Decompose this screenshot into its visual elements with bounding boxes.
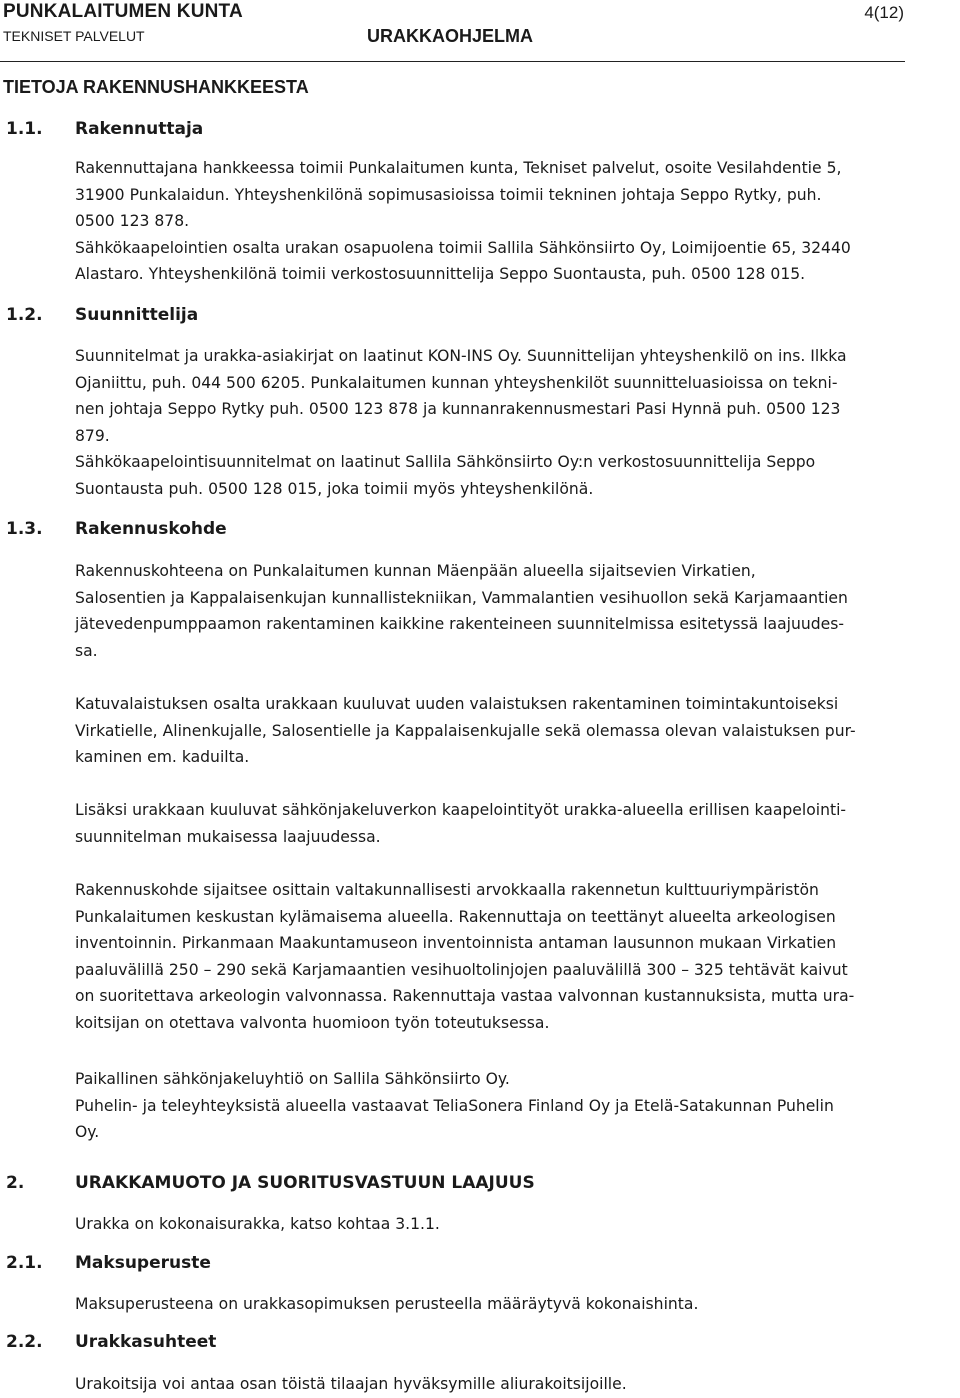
text-line: Suunnitelmat ja urakka-asiakirjat on laatinut KON-INS Oy. Suunnittelijan yhteyshenkilö on ins. Ilkka [75,347,847,365]
text-line: sa. [75,641,98,660]
text-line: Rakennuskohteena on Punkalaitumen kunnan Mäenpään alueella sijaitsevien Virkatien, [75,562,756,580]
text-line: kaminen em. kaduilta. [75,748,250,767]
paragraph-1-3-c [75,797,955,850]
text-line: Sähkökaapelointisuunnitelmat on laatinut Sallila Sähkönsiirto Oy:n verkostosuunnittelija Seppo [75,453,816,472]
paragraph-1-3-e [75,1066,955,1146]
page-number: 4(12) [864,3,904,22]
paragraph-1-2 [75,343,955,503]
heading-2-1 [6,1253,211,1273]
text-line: koitsijan on otettava valvonta huomioon työn toteutuksessa. [75,1013,550,1032]
text-line: 31900 Punkalaidun. Yhteyshenkilönä sopimusasioissa toimii tekninen johtaja Seppo Rytky, puh. [75,185,822,204]
heading-number: 2. [6,1173,25,1193]
text-line: Urakka on kokonaisurakka, katso kohtaa 3.1.1. [75,1215,440,1233]
text-line: Rakennuskohde sijaitsee osittain valtakunnallisesti arvokkaalla rakennetun kulttuuriympäristön [75,881,819,899]
paragraph-2 [75,1211,955,1238]
text-line: Rakennuttajana hankkeessa toimii Punkalaitumen kunta, Tekniset palvelut, osoite Vesilahdentie 5, [75,159,842,177]
text-line: on suoritettava arkeologin valvonnassa. Rakennuttaja vastaa valvonnan kustannuksista, mutta ura- [75,987,855,1006]
organization-name: PUNKALAITUMEN KUNTA [3,1,243,22]
heading-1-2 [6,305,198,325]
section-title: TIETOJA RAKENNUSHANKKEESTA [3,77,309,97]
paragraph-1-3-b [75,691,955,771]
heading-title: Maksuperuste [75,1253,211,1273]
heading-number: 2.1. [6,1253,43,1273]
header-divider [0,61,905,62]
text-line: Ojaniittu, puh. 044 500 6205. Punkalaitumen kunnan yhteyshenkilöt suunnitteluasioissa on tekni- [75,373,838,392]
heading-title: Rakennuskohde [75,519,227,539]
text-line: inventoinnin. Pirkanmaan Maakuntamuseon inventoinnista antaman lausunnon mukaan Virkatien [75,934,837,953]
heading-title: Suunnittelija [75,305,199,325]
paragraph-2-1 [75,1291,955,1318]
text-line: Maksuperusteena on urakkasopimuksen perusteella määräytyvä kokonaishinta. [75,1295,699,1313]
paragraph-2-2 [75,1371,955,1398]
paragraph-1-3-d [75,877,955,1037]
text-line: Virkatielle, Alinenkujalle, Salosentielle ja Kappalaisenkujalle sekä olemassa olevan valaistuksen pur- [75,721,856,740]
text-line: Salosentien ja Kappalaisenkujan kunnallistekniikan, Vammalantien vesihuollon sekä Karjamaantien [75,588,848,607]
text-line: Urakoitsija voi antaa osan töistä tilaajan hyväksymille aliurakoitsijoille. [75,1375,627,1393]
text-line: Suontausta puh. 0500 128 015, joka toimii myös yhteyshenkilönä. [75,479,594,498]
heading-number: 2.2. [6,1332,43,1352]
heading-number: 1.3. [6,519,43,539]
text-line: Paikallinen sähkönjakeluyhtiö on Sallila Sähkönsiirto Oy. [75,1070,510,1088]
department-name: TEKNISET PALVELUT [3,28,145,44]
paragraph-1-3-a [75,558,955,664]
document-title: URAKKAOHJELMA [367,26,533,46]
text-line: Puhelin- ja teleyhteyksistä alueella vastaavat TeliaSonera Finland Oy ja Etelä-Satakunnan Puhelin [75,1096,834,1115]
heading-title: Rakennuttaja [75,119,204,139]
text-line: Oy. [75,1123,100,1142]
heading-2 [6,1173,535,1193]
text-line: paaluvälillä 250 – 290 sekä Karjamaantien vesihuoltolinjojen paaluvälillä 300 – 325 tehtävät kaivut [75,960,848,979]
text-line: nen johtaja Seppo Rytky puh. 0500 123 878 ja kunnanrakennusmestari Pasi Hynnä puh. 0500 123 [75,400,841,419]
text-line: 0500 123 878. [75,212,190,231]
text-line: suunnitelman mukaisessa laajuudessa. [75,827,381,846]
text-line: Lisäksi urakkaan kuuluvat sähkönjakeluverkon kaapelointityöt urakka-alueella erillisen kaapelointi- [75,801,847,819]
paragraph-1-1 [75,155,955,288]
text-line: Alastaro. Yhteyshenkilönä toimii verkostosuunnittelija Seppo Suontausta, puh. 0500 128 015. [75,265,806,284]
heading-1-3 [6,519,227,539]
text-line: Katuvalaistuksen osalta urakkaan kuuluvat uuden valaistuksen rakentaminen toimintakuntoiseksi [75,695,839,713]
heading-2-2 [6,1332,216,1352]
text-line: 879. [75,426,110,445]
text-line: Sähkökaapelointien osalta urakan osapuolena toimii Sallila Sähkönsiirto Oy, Loimijoentie 65, 32440 [75,238,851,257]
text-line: jätevedenpumppaamon rakentaminen kaikkine rakenteineen suunnitelmissa esitetyssä laajuudes- [75,615,844,634]
heading-title: URAKKAMUOTO JA SUORITUSVASTUUN LAAJUUS [75,1173,535,1193]
text-line: Punkalaitumen keskustan kylämaisema alueella. Rakennuttaja on teettänyt alueelta arkeologisen [75,907,836,926]
heading-1-1 [6,119,203,139]
heading-number: 1.2. [6,305,43,325]
heading-number: 1.1. [6,119,43,139]
heading-title: Urakkasuhteet [75,1332,217,1352]
